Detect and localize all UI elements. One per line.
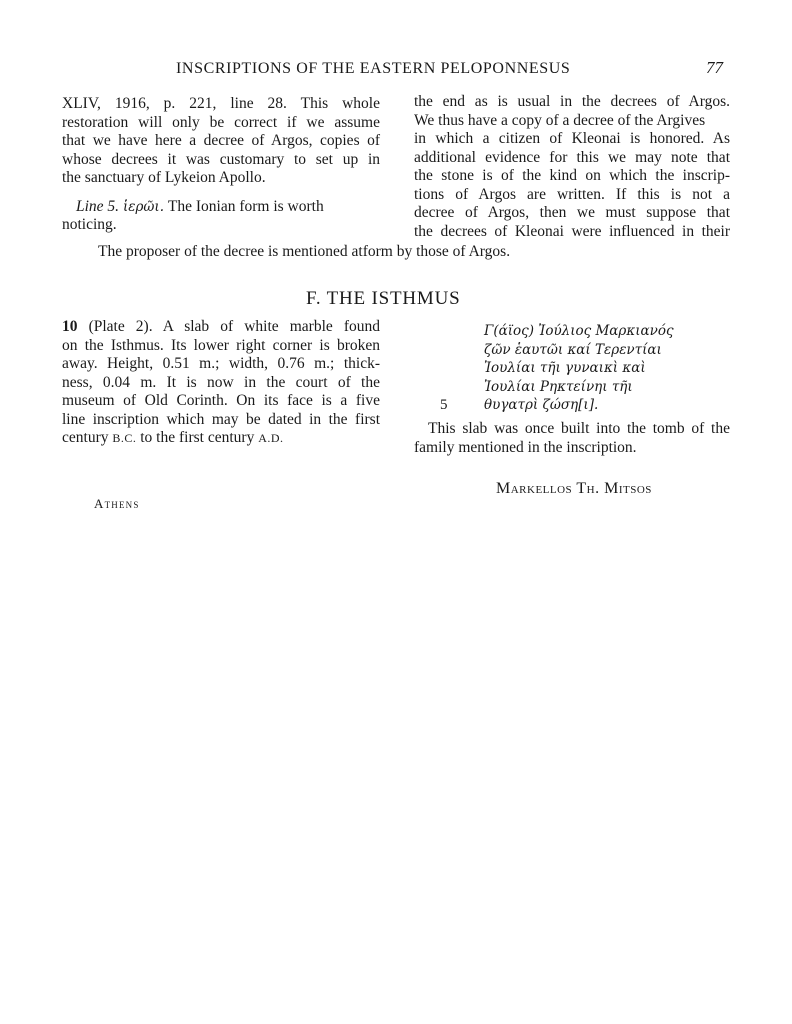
text-line: that we have here a decree of Argos, copies of bbox=[62, 132, 380, 149]
running-head: INSCRIPTIONS OF THE EASTERN PELOPONNESUS bbox=[176, 60, 571, 77]
text-line: tions of Argos are written. If this is not a bbox=[414, 185, 730, 203]
text-line: additional evidence for this we may note that bbox=[414, 148, 730, 166]
greek-inscription bbox=[440, 322, 740, 415]
date-text: century bbox=[62, 429, 109, 446]
text-line: We thus have a copy of a decree of the Argives bbox=[414, 111, 706, 129]
continuation-line: The proposer of the decree is mentioned atform by those of Argos. bbox=[98, 243, 511, 260]
text-line: in which a citizen of Kleonai is honored. As bbox=[414, 130, 730, 147]
entry-description bbox=[62, 318, 380, 448]
text-line: restoration will only be correct if we assume bbox=[62, 113, 380, 131]
inscription-line: Ἰουλίαι τῆι γυναικὶ καὶ bbox=[484, 360, 646, 377]
date-text: to the first century bbox=[140, 429, 255, 446]
line5-greek-word: ἱερῶι. bbox=[122, 198, 165, 215]
entry-number: 10 bbox=[62, 318, 78, 335]
page-number: 77 bbox=[706, 58, 723, 77]
text-line: This slab was once built into the tomb of the bbox=[428, 420, 730, 437]
section-title: F. THE ISTHMUS bbox=[306, 288, 461, 309]
text-line: museum of Old Corinth. On its face is a five bbox=[62, 392, 380, 409]
entry-last-line bbox=[62, 429, 380, 448]
date-ad: A.D. bbox=[258, 431, 284, 445]
inscription-line-5 bbox=[440, 396, 740, 415]
line5-text: The Ionian form is worth bbox=[167, 197, 324, 215]
text-line: the decrees of Kleonai were influenced in their bbox=[414, 222, 730, 240]
inscription-line: Ἰουλίαι Ρηκτείνηι τῆι bbox=[484, 378, 633, 395]
date-bc: B.C. bbox=[112, 431, 137, 445]
text-line: XLIV, 1916, p. 221, line 28. This whole bbox=[62, 95, 380, 112]
inscription-line: ζῶν ἑαυτῶι καί Τερεντίαι bbox=[484, 341, 662, 358]
left-column-upper bbox=[62, 95, 380, 235]
entry-first-line-text: (Plate 2). A slab of white marble found bbox=[88, 318, 381, 335]
entry-first-line bbox=[62, 318, 380, 337]
text-line: the stone is of the kind on which the inscrip- bbox=[414, 167, 730, 184]
inscription-line-text: θυγατρὶ ζώση[ι]. bbox=[484, 397, 599, 414]
line5-label: Line 5. bbox=[76, 197, 120, 215]
text-line: noticing. bbox=[62, 216, 117, 233]
text-line: family mentioned in the inscription. bbox=[414, 438, 637, 456]
text-line: ness, 0.04 m. It is now in the court of the bbox=[62, 373, 380, 391]
text-line: the end as is usual in the decrees of Argos. bbox=[414, 93, 730, 110]
place-name: Athens bbox=[94, 496, 140, 511]
text-line: decree of Argos, then we must suppose that bbox=[414, 204, 730, 221]
right-column-upper bbox=[414, 93, 730, 241]
inscription-line-number: 5 bbox=[440, 397, 448, 414]
text-line: whose decrees it was customary to set up in bbox=[62, 150, 380, 168]
text-line: away. Height, 0.51 m.; width, 0.76 m.; thick- bbox=[62, 355, 380, 372]
inscription-line: Γ(άϊος) Ἰούλιος Μαρκιανός bbox=[484, 323, 674, 339]
slab-note bbox=[414, 420, 730, 457]
line5-note bbox=[62, 198, 380, 217]
text-line: on the Isthmus. Its lower right corner is broken bbox=[62, 336, 380, 354]
author-signature: Markellos Th. Mitsos bbox=[496, 480, 652, 497]
text-line: the sanctuary of Lykeion Apollo. bbox=[62, 169, 266, 186]
text-line: line inscription which may be dated in the first bbox=[62, 410, 380, 428]
